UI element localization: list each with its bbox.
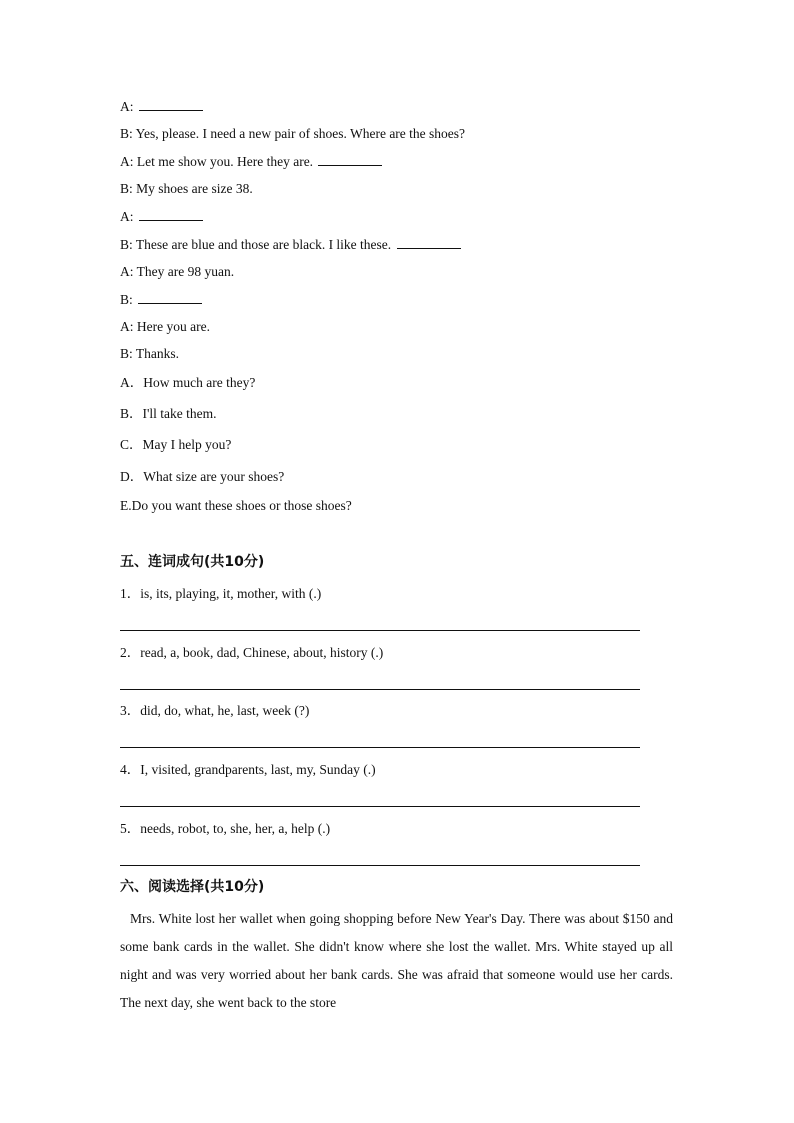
dialogue-line [120,290,202,309]
dialogue-line [120,152,382,171]
question-item: 5．needs, robot, to, she, her, a, help (.) [120,821,331,836]
answer-line[interactable] [120,689,640,690]
question-item: 2．read, a, book, dad, Chinese, about, history (.) [120,645,384,660]
question-item: 3．did, do, what, he, last, week (?) [120,703,310,718]
option-item: E.Do you want these shoes or those shoes? [120,498,352,513]
option-item: B．I'll take them. [120,406,217,421]
dialogue-text: Yes, please. I need a new pair of shoes. Where are the shoes? [135,126,466,141]
dialogue-line [120,125,465,143]
answer-blank[interactable] [397,235,461,249]
dialogue-text: Let me show you. Here they are. [136,154,314,169]
dialogue-text: My shoes are size 38. [136,181,253,196]
speaker-label: A: [120,154,134,169]
speaker-label: A: [120,209,134,224]
speaker-label: B: [120,237,133,252]
answer-line[interactable] [120,630,640,631]
dialogue-text: These are blue and those are black. I like these. [135,237,392,252]
section-heading: 五、连词成句(共10分) [120,554,265,570]
section-heading: 六、阅读选择(共10分) [120,879,265,895]
answer-blank[interactable] [139,97,203,111]
question-item: 4．I, visited, grandparents, last, my, Sunday (.) [120,762,376,777]
answer-blank[interactable] [138,290,202,304]
dialogue-text: Thanks. [135,346,180,361]
answer-line[interactable] [120,806,640,807]
speaker-label: B: [120,346,133,361]
dialogue-line [120,345,179,363]
dialogue-line [120,263,234,281]
answer-blank[interactable] [318,152,382,166]
answer-blank[interactable] [139,207,203,221]
question-item: 1．is, its, playing, it, mother, with (.) [120,586,322,601]
dialogue-line [120,318,210,336]
dialogue-line [120,207,203,226]
option-item: A．How much are they? [120,375,256,390]
dialogue-text: Here you are. [136,319,210,334]
speaker-label: A: [120,264,134,279]
speaker-label: A: [120,319,134,334]
answer-line[interactable] [120,747,640,748]
speaker-label: A: [120,99,134,114]
speaker-label: B: [120,126,133,141]
answer-line[interactable] [120,865,640,866]
reading-passage: Mrs. White lost her wallet when going shopping before New Year's Day. There was about $150 and some bank cards in the wallet. She didn't know where she lost the wallet. Mrs. White stayed up all night and was very worried about her bank cards. She was afraid that someone would use her cards. The next day, she went back to the store [120,911,673,1010]
dialogue-text: They are 98 yuan. [136,264,235,279]
dialogue-line [120,180,253,198]
option-item: C．May I help you? [120,437,232,452]
speaker-label: B: [120,292,133,307]
speaker-label: B: [120,181,133,196]
dialogue-line [120,235,461,254]
option-item: D．What size are your shoes? [120,469,285,484]
dialogue-line [120,97,203,116]
